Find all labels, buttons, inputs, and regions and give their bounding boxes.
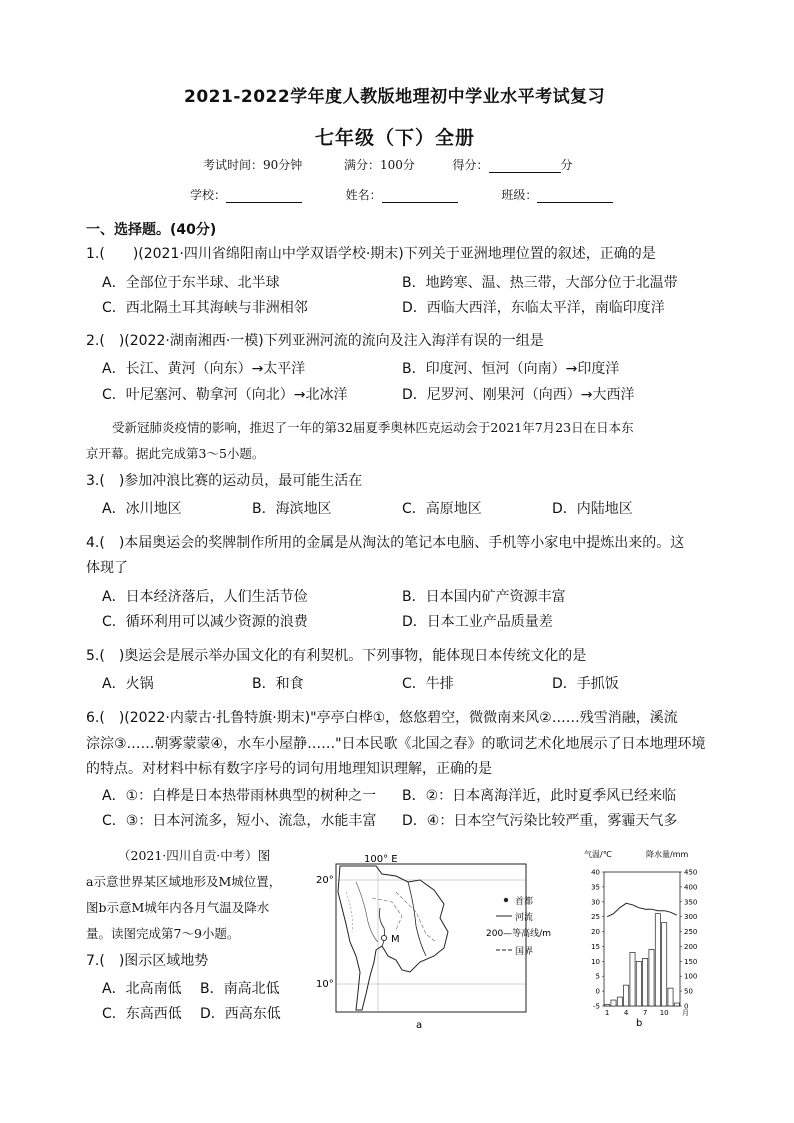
q6-option-a[interactable]: A．①：白桦是日本热带雨林典型的树种之一 [102,788,377,804]
precip-bar [636,961,641,1006]
q2-option-a[interactable]: A．长江、黄河（向东）→太平洋 [102,361,306,377]
precip-bar [605,1005,610,1006]
precip-tick-label: 400 [684,883,698,892]
figure-a-map [316,852,566,1032]
q7-option-b[interactable]: B．南高北低 [200,981,280,997]
legend-river: 河流 [515,913,534,923]
class-blank[interactable] [537,189,613,203]
legend-capital: 首都 [515,897,534,907]
month-tick-label: 4 [623,1009,629,1017]
exam-info-row [203,156,573,173]
month-unit-label: 月 [682,1009,689,1017]
precip-bar [662,923,667,1006]
precip-bar [674,1003,679,1006]
q4-stem-line2: 体现了 [86,560,128,576]
month-tick-label: 7 [642,1009,648,1017]
precip-tick-label: 450 [684,868,698,877]
q4-stem-line1: 4.( )本届奥运会的奖牌制作所用的金属是从淘汰的笔记本电脑、手机等小家电中提炼出来的。这 [86,535,685,551]
q7-option-a[interactable]: A．北高南低 [102,981,182,997]
precip-tick-label: 0 [684,1002,689,1011]
temp-tick-label: 15 [591,942,600,951]
temp-tick-label: -5 [593,1002,600,1011]
precip-tick-label: 50 [684,987,693,996]
q5-option-b[interactable]: B．和食 [252,676,304,692]
temp-tick-label: 35 [591,883,600,892]
q3-option-a[interactable]: A．冰川地区 [102,501,182,517]
q3-option-d[interactable]: D．内陆地区 [552,501,633,517]
q2-stem: 2.( )(2022·湖南湘西·一模)下列亚洲河流的流向及注入海洋有误的一组是 [86,333,544,349]
q7-option-d[interactable]: D．西高东低 [200,1006,281,1022]
precip-tick-label: 350 [684,898,698,907]
q6-stem-line2: 淙淙③……朝雾蒙蒙④，水车小屋静……"日本民歌《北国之春》的歌词艺术化地展示了日本地理环境 [86,736,706,752]
q4-option-b[interactable]: B．日本国内矿产资源丰富 [402,589,566,605]
map-lat-bottom: 10° [316,979,334,990]
temp-tick-label: 40 [591,868,600,877]
material-olympics-line2: 京开幕。据此完成第3～5小题。 [86,446,265,461]
q1-stem: 1.( )(2021·四川省绵阳南山中学双语学校·期末)下列关于亚洲地理位置的叙述，正确的是 [86,246,656,262]
school-label: 学校： [190,188,227,202]
precip-bar [668,988,673,1006]
precip-tick-label: 200 [684,942,698,951]
score-label: 得分： [452,158,489,172]
q7-stem: 7.( )图示区域地势 [86,953,209,969]
q6-option-d[interactable]: D．④：日本空气污染比较严重，雾霾天气多 [402,813,678,829]
q6-option-c[interactable]: C．③：日本河流多，短小、流急，水能丰富 [102,813,377,829]
q3-stem: 3.( )参加冲浪比赛的运动员，最可能生活在 [86,473,363,489]
q5-option-a[interactable]: A．火锅 [102,676,154,692]
precip-bar [630,952,635,1006]
precip-bar [655,914,660,1006]
precip-bar [624,985,629,1006]
full-score: 满分：100分 [343,158,415,172]
precip-tick-label: 250 [684,928,698,937]
q6-stem-line1: 6.( )(2022·内蒙古·扎鲁特旗·期末)"亭亭白桦①，悠悠碧空，微微南来风②……残雪消融，溪流 [86,710,678,726]
chart-frame [604,872,680,1006]
temp-tick-label: 20 [591,928,600,937]
legend-contour: 200—等高线/m [486,929,551,939]
material-map-line4: 量。读图完成第7～9小题。 [86,926,240,941]
section-heading: 一、选择题。(40分) [86,222,217,238]
q7-option-c[interactable]: C．东高西低 [102,1006,182,1022]
q1-option-d[interactable]: D．西临大西洋，东临太平洋，南临印度洋 [402,300,665,316]
material-map-line1: （2021·四川自贡·中考）图 [118,848,271,863]
q6-stem-line3: 的特点。对材料中标有数字序号的词句用地理知识理解，正确的是 [86,761,492,777]
score-blank[interactable] [489,159,561,173]
school-blank[interactable] [226,189,302,203]
student-info-row [190,186,613,203]
q4-option-d[interactable]: D．日本工业产品质量差 [402,614,553,630]
precip-bar [617,997,622,1006]
q2-option-d[interactable]: D．尼罗河、刚果河（向西）→大西洋 [402,387,635,403]
legend-border: 国界 [515,947,534,957]
temp-tick-label: 30 [591,898,600,907]
q1-option-b[interactable]: B．地跨寒、温、热三带，大部分位于北温带 [402,275,678,291]
temperature-line [607,903,677,916]
exam-title: 2021-2022学年度人教版地理初中学业水平考试复习 [184,87,606,107]
q2-option-b[interactable]: B．印度河、恒河（向南）→印度洋 [402,361,620,377]
map-lon-label: 100° E [364,854,398,865]
precip-tick-label: 100 [684,972,698,981]
q5-option-d[interactable]: D．手抓饭 [552,676,619,692]
name-label: 姓名： [345,188,382,202]
temp-tick-label: 25 [591,913,600,922]
name-blank[interactable] [382,189,458,203]
month-tick-label: 1 [604,1009,610,1017]
temp-tick-label: 5 [595,972,600,981]
city-m-marker [381,935,386,940]
q3-option-c[interactable]: C．高原地区 [402,501,482,517]
q5-option-c[interactable]: C．牛排 [402,676,454,692]
map-caption: a [416,1020,423,1031]
q2-option-c[interactable]: C．叶尼塞河、勒拿河（向北）→北冰洋 [102,387,348,403]
q6-option-b[interactable]: B．②：日本离海洋近，此时夏季风已经来临 [402,788,677,804]
score-unit: 分 [560,158,573,172]
precip-bar [643,958,648,1006]
q4-option-c[interactable]: C．循环利用可以减少资源的浪费 [102,614,308,630]
temp-tick-label: 0 [595,987,600,996]
precip-bar [649,949,654,1006]
material-olympics-line1: 受新冠肺炎疫情的影响，推迟了一年的第32届夏季奥林匹克运动会于2021年7月23日在日本东 [112,420,634,435]
map-lat-top: 20° [316,875,334,886]
precip-tick-label: 300 [684,913,698,922]
exam-subtitle: 七年级（下）全册 [315,127,476,149]
figure-b-climate-chart [584,848,706,1028]
q3-option-b[interactable]: B．海滨地区 [252,501,332,517]
temp-tick-label: 10 [591,957,600,966]
precip-axis-label: 降水量/mm [646,850,689,859]
q1-option-c[interactable]: C．西北隔土耳其海峡与非洲相邻 [102,300,308,316]
precip-tick-label: 150 [684,957,698,966]
temp-axis-label: 气温/℃ [584,850,612,859]
month-tick-label: 10 [659,1009,669,1017]
city-m-label: M [391,934,400,945]
q5-stem: 5.( )奥运会是展示举办国文化的有利契机。下列事物，能体现日本传统文化的是 [86,648,587,664]
chart-caption: b [636,1018,643,1028]
q4-option-a[interactable]: A．日本经济落后，人们生活节俭 [102,589,308,605]
material-map-line3: 图b示意M城年内各月气温及降水 [86,900,270,915]
q1-option-a[interactable]: A．全部位于东半球、北半球 [102,275,280,291]
capital-icon [504,898,508,902]
exam-time: 考试时间：90分钟 [203,158,303,172]
material-map-line2: a示意世界某区域地形及M城位置， [86,874,282,889]
class-label: 班级： [501,188,538,202]
precip-bar [611,1000,616,1006]
